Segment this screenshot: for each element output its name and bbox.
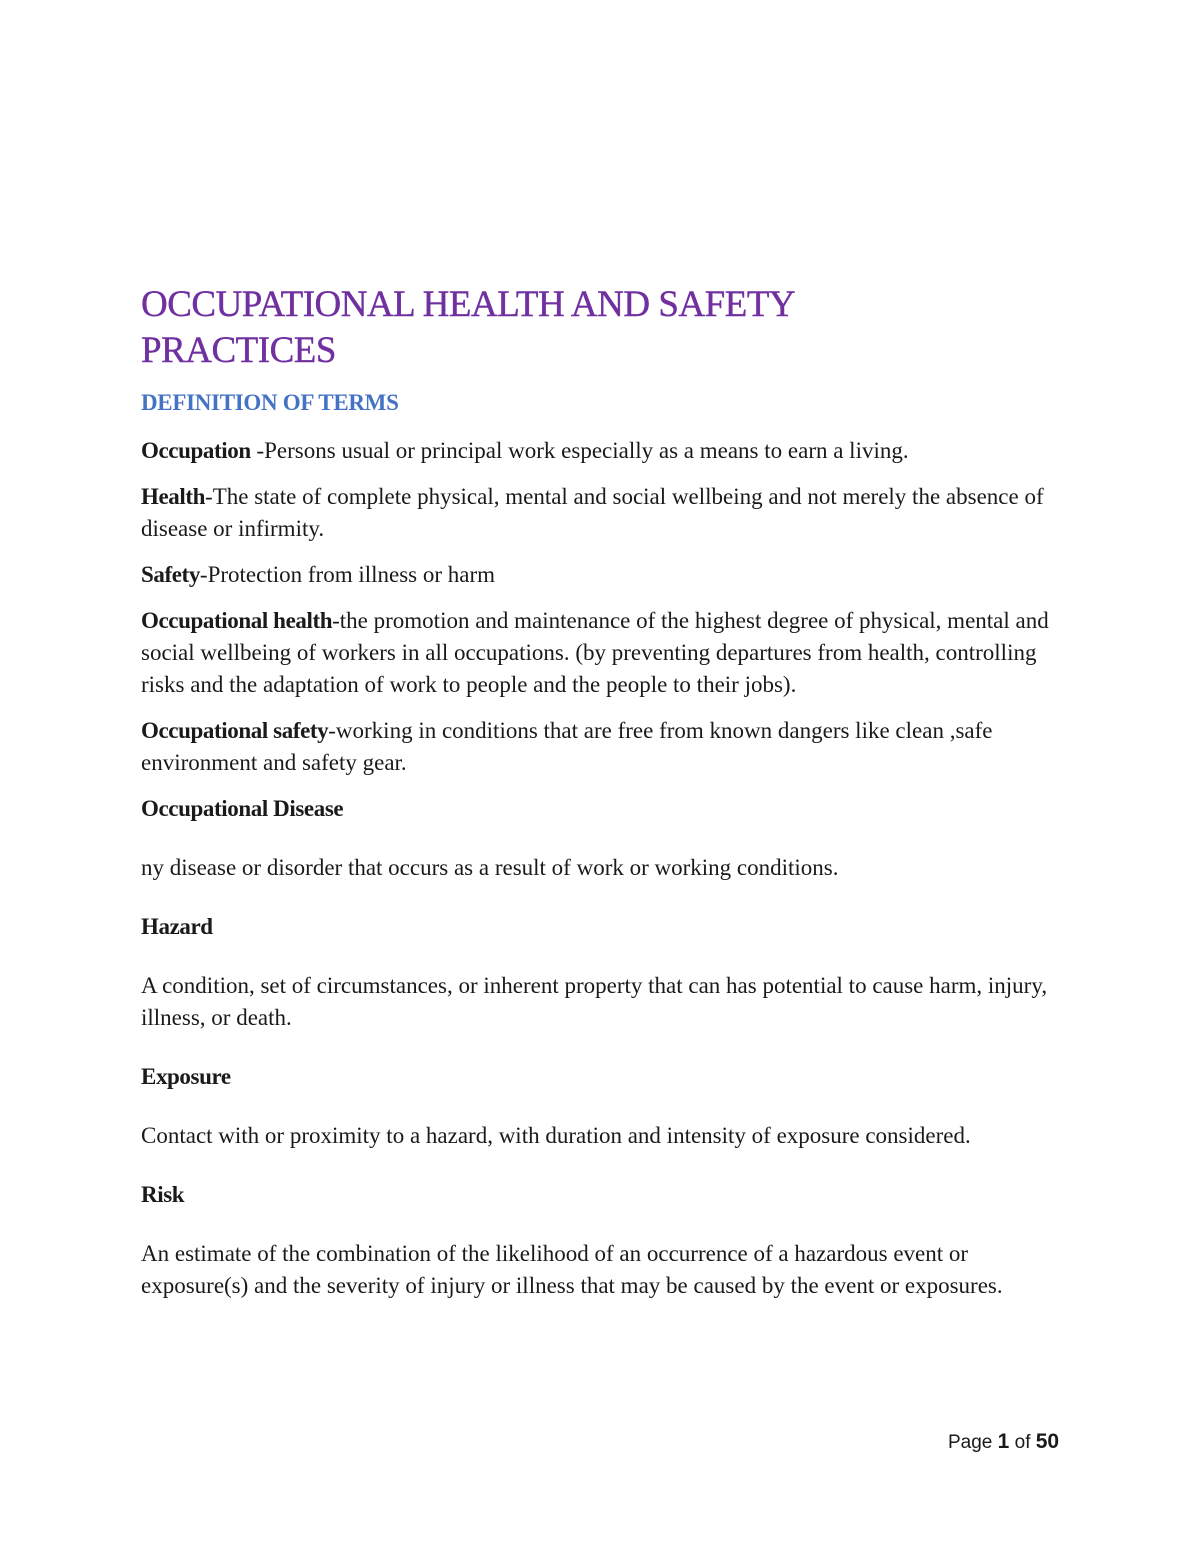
document-title <box>141 282 1061 374</box>
page-content <box>141 282 1061 1302</box>
page-total: 50 <box>1035 1430 1060 1453</box>
page-current: 1 <box>997 1430 1010 1453</box>
heading-exposure: Exposure <box>141 1064 231 1089</box>
definition-occupational-safety <box>141 715 1061 779</box>
definition-risk-text: An estimate of the combination of the likelihood of an occurrence of a hazardous event or exposure(s) and the severity of injury or illness that may be caused by the event or exposures. <box>141 1241 1003 1298</box>
definition-safety <box>141 559 1061 591</box>
page-label: Page <box>948 1432 998 1453</box>
term-health: Health <box>141 484 206 509</box>
section-heading-definitions: DEFINITION OF TERMS <box>141 390 399 415</box>
document-title-line-1: OCCUPATIONAL HEALTH AND SAFETY <box>141 284 796 325</box>
term-occupational-safety: Occupational safety <box>141 718 329 743</box>
definition-occupation-text: -Persons usual or principal work especially as a means to earn a living. <box>250 438 909 463</box>
definition-health <box>141 481 1061 545</box>
definition-occupational-health-text: -the promotion and maintenance of the highest degree of physical, mental and social wellbeing of workers in all occupations. (by preventing departures from health, controlling risks and the adaptation of work to people and the people to their jobs). <box>141 608 1049 697</box>
heading-occupational-disease: Occupational Disease <box>141 796 344 821</box>
definition-health-text: -The state of complete physical, mental and social wellbeing and not merely the absence of disease or infirmity. <box>141 484 1044 541</box>
term-safety: Safety <box>141 562 200 587</box>
heading-hazard: Hazard <box>141 914 213 939</box>
term-occupational-health: Occupational health <box>141 608 333 633</box>
definition-occupation <box>141 435 1061 467</box>
term-occupation: Occupation <box>141 438 251 463</box>
definition-occupational-disease-text: ny disease or disorder that occurs as a result of work or working conditions. <box>141 855 839 880</box>
definition-safety-text: -Protection from illness or harm <box>199 562 496 587</box>
definition-hazard-text: A condition, set of circumstances, or inherent property that can has potential to cause harm, injury, illness, or death. <box>141 973 1048 1030</box>
document-title-line-2: PRACTICES <box>141 330 336 371</box>
definition-exposure-text: Contact with or proximity to a hazard, with duration and intensity of exposure considered. <box>141 1123 971 1148</box>
definition-occupational-health <box>141 605 1061 701</box>
heading-risk: Risk <box>141 1182 185 1207</box>
definition-occupational-safety-text: -working in conditions that are free from known dangers like clean ,safe environment and safety gear. <box>141 718 993 775</box>
page-number-footer <box>948 1428 1059 1457</box>
page-of-label: of <box>1009 1432 1036 1453</box>
